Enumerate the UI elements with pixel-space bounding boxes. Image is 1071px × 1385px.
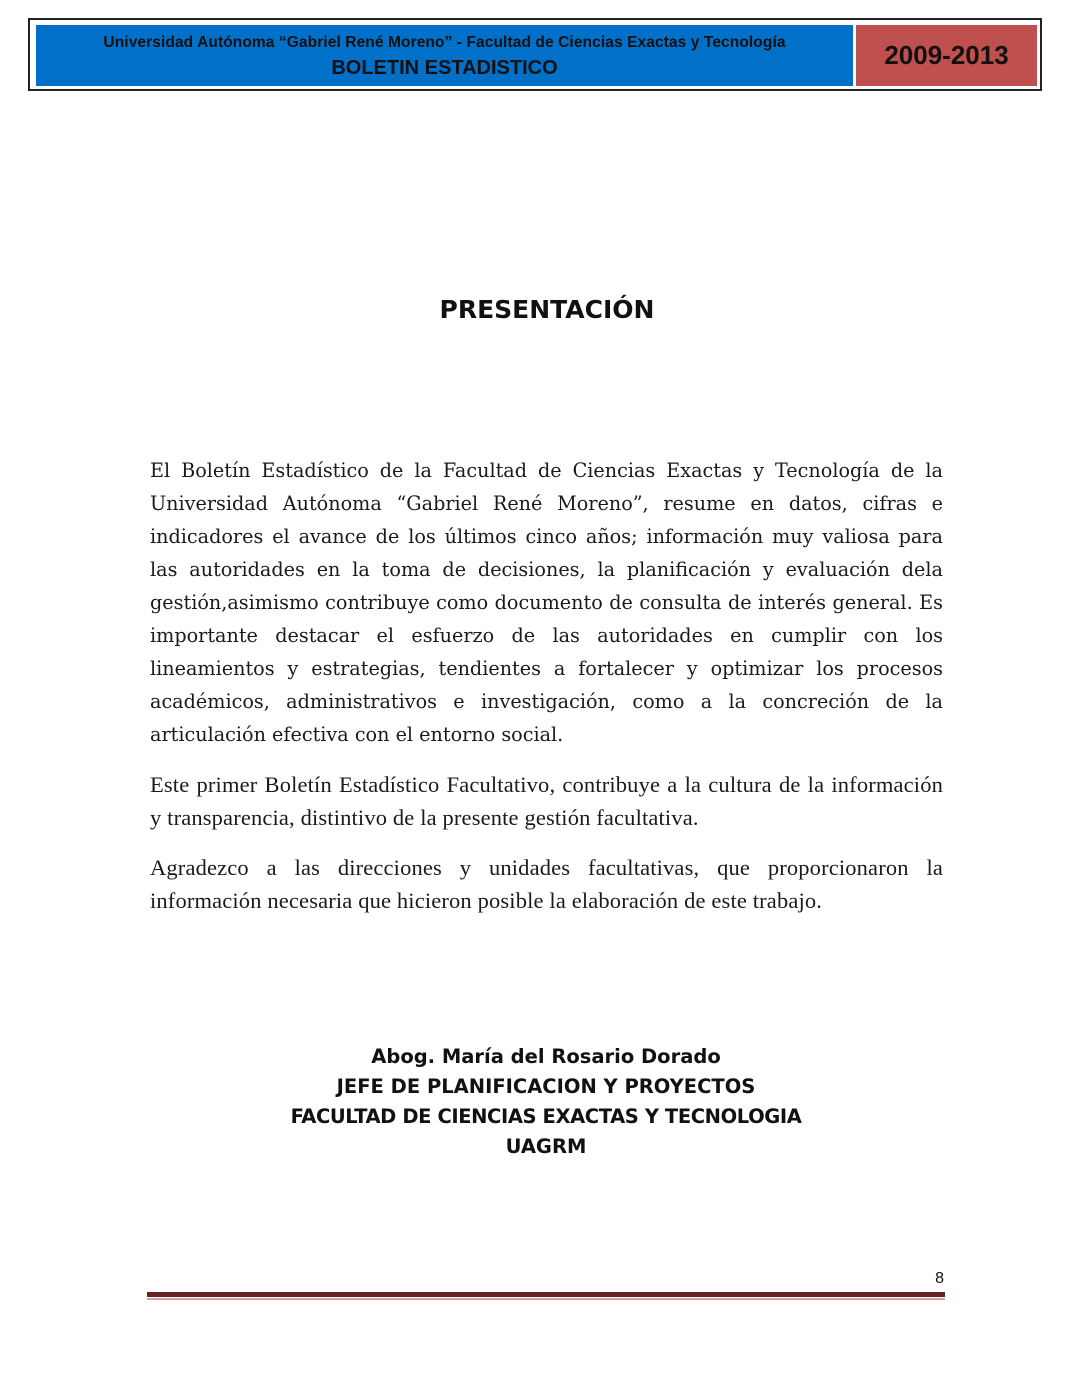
signatory-name: Abog. María del Rosario Dorado — [371, 1045, 721, 1068]
years-box — [856, 25, 1037, 86]
header-title-box — [36, 25, 853, 86]
page-number: 8 — [935, 1270, 944, 1287]
header-banner — [28, 18, 1042, 91]
institution-name: Universidad Autónoma “Gabriel René Moreno” - Facultad de Ciencias Exactas y Tecnología — [103, 34, 786, 51]
footer-rule — [147, 1292, 945, 1297]
years-label: 2009-2013 — [884, 40, 1009, 70]
signature-block — [0, 1042, 1071, 1162]
paragraph: Agradezco a las direcciones y unidades facultativas, que proporcionaron la información necesaria que hicieron posible la elaboración de este trabajo. — [150, 855, 943, 913]
signatory-position: JEFE DE PLANIFICACION Y PROYECTOS — [336, 1075, 756, 1098]
signatory-university: UAGRM — [505, 1135, 587, 1158]
page-title: PRESENTACIÓN — [439, 295, 655, 324]
signatory-faculty: FACULTAD DE CIENCIAS EXACTAS Y TECNOLOGIA — [290, 1105, 802, 1128]
body-text — [150, 454, 943, 934]
paragraph: El Boletín Estadístico de la Facultad de Ciencias Exactas y Tecnología de la Universidad Autónoma “Gabriel René Moreno”, resume en datos, cifras e indicadores el avance de los últimos cinco años; información muy valiosa para las autoridades en la toma de decisiones, la planificación y evaluación dela gestión,asimismo contribuye como documento de consulta de interés general. Es importante destacar el esfuerzo de las autoridades en cumplir con los lineamientos y estrategias, tendientes a fortalecer y optimizar los procesos académicos, administrativos e investigación, como a la concreción de la articulación efectiva con el entorno social. — [150, 459, 943, 746]
footer-rule-accent — [147, 1298, 945, 1300]
paragraph: Este primer Boletín Estadístico Facultativo, contribuye a la cultura de la información y transparencia, distintivo de la presente gestión facultativa. — [150, 772, 943, 830]
bulletin-title: BOLETIN ESTADISTICO — [331, 57, 558, 79]
